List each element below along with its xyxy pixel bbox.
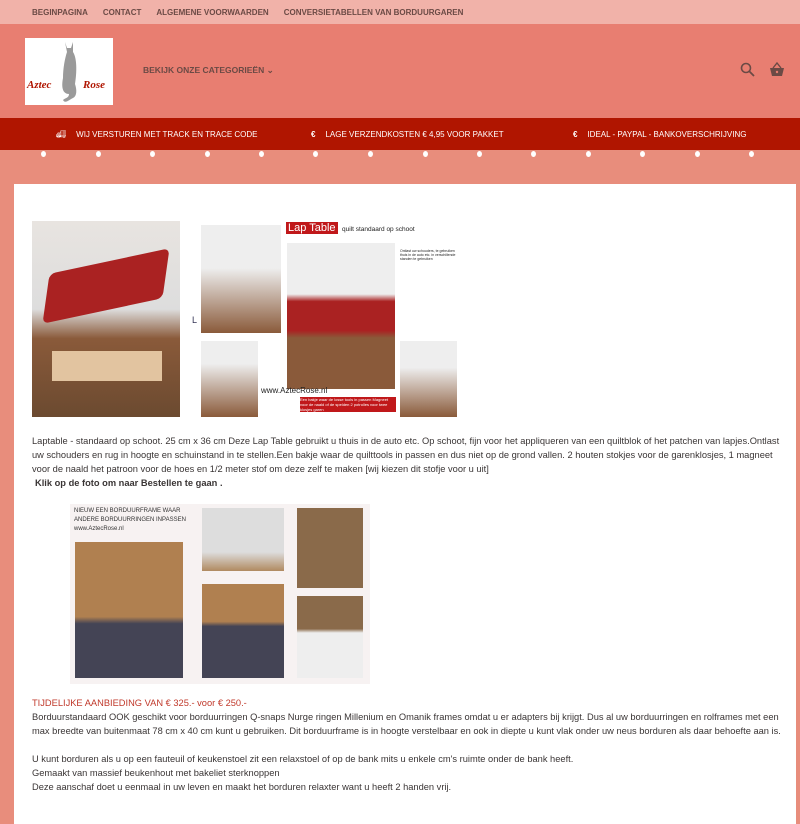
usp-costs: LAGE VERZENDKOSTEN € 4,95 VOOR PAKKET: [325, 129, 504, 139]
content-panel: [14, 184, 796, 824]
categories-menu[interactable]: [143, 65, 274, 76]
collage-subtitle: quilt standaard op schoot: [342, 226, 415, 233]
basket-icon: [769, 62, 785, 78]
search-button[interactable]: [740, 62, 758, 80]
svg-text:Aztec: Aztec: [27, 79, 52, 91]
lap-table-photo[interactable]: [32, 221, 180, 417]
usp-bar: [0, 118, 800, 150]
nav-beginpagina[interactable]: BEGINPAGINA: [32, 7, 88, 17]
offer-text: TIJDELIJKE AANBIEDING VAN € 325.- voor € 250.-: [32, 698, 247, 708]
collage-url: www.AztecRose.nl: [261, 386, 328, 395]
chevron-down-icon: ⌄: [266, 65, 274, 75]
frame-caption-1: NIEUW EEN BORDUURFRAME WAAR: [74, 508, 181, 514]
decorative-dots: [0, 150, 800, 158]
collage-title: Lap Table: [288, 222, 336, 234]
cat-logo-icon: [25, 38, 113, 105]
collage-letter: L: [192, 315, 198, 325]
order-link[interactable]: Klik op de foto om naar Bestellen te gaan .: [35, 478, 223, 488]
nav-conversietabellen[interactable]: CONVERSIETABELLEN VAN BORDUURGAREN: [283, 7, 464, 17]
embroidery-frame-collage[interactable]: [70, 504, 370, 684]
usp-payment: IDEAL - PAYPAL - BANKOVERSCHRIJVING: [587, 129, 747, 139]
nav-voorwaarden[interactable]: ALGEMENE VOORWAARDEN: [156, 7, 269, 17]
top-nav: [0, 0, 800, 24]
frame-line-4: Deze aanschaf doet u eenmaal in uw leven en maakt het borduren relaxter want u heeft 2 handen vrij.: [32, 782, 452, 792]
collage-note: Ontlast uw schouders, te gebruiken thuis in de auto etc. in verschillende standen te gebruiken: [400, 249, 456, 261]
svg-text:Rose: Rose: [83, 79, 105, 91]
euro-icon: €: [311, 129, 316, 139]
usp-shipping: WIJ VERSTUREN MET TRACK EN TRACE CODE: [76, 129, 258, 139]
frame-url: www.AztecRose.nl: [74, 526, 124, 532]
frame-description: Borduurstandaard OOK geschikt voor borduurringen Q-snaps Nurge ringen Millenium en Omanik frames omdat u er adapters bij krijgt. Dus al uw borduurringen en rolframes met een max breedte van buitenmaat 78 cm x 40 cm kunt u gebruiken. Dit borduurframe is in hoogte verstelbaar en ook in diepte u kunt vlak onder uw neus borduren als daar behoefte aan is.: [32, 712, 781, 737]
cart-button[interactable]: [769, 62, 787, 80]
lap-table-description: Laptable - standaard op schoot. 25 cm x 36 cm Deze Lap Table gebruikt u thuis in de auto etc. Op schoot, fijn voor het appliqueren van een quiltblok of het patchen van lapjes.Ontlast uw schouders en rug in hoogte en schuinstand in te stellen.Een bakje waar de quilttools in passen en dus niet op de grond vallen. 2 houten stokjes voor de garenklosjes, 1 magneet voor de naald het patroon voor de hoes en 1/2 meter stof om deze zelf te maken [wij kiezen dit stofje voor u uit]: [32, 436, 780, 475]
collage-red-note: Een bakje waar de losse tools in passen Magneet voor de naald of de spelden 2 potrolles voor twee klosjes garen: [300, 397, 396, 412]
nav-contact[interactable]: CONTACT: [102, 7, 142, 17]
categories-label: BEKIJK ONZE CATEGORIEËN: [143, 65, 265, 75]
frame-line-3: Gemaakt van massief beukenhout met bakeliet sterknoppen: [32, 768, 280, 778]
frame-caption-2: ANDERE BORDUURRINGEN INPASSEN: [74, 517, 186, 523]
search-icon: [740, 62, 756, 78]
frame-line-2: U kunt borduren als u op een fauteuil of keukenstoel zit een relaxstoel of op de bank mits u enkele cm's ruimte onder de bank heeft.: [32, 754, 574, 764]
lap-table-collage[interactable]: [192, 221, 460, 417]
header: [0, 24, 800, 118]
euro-icon: €: [573, 129, 578, 139]
logo[interactable]: [25, 38, 113, 105]
truck-icon: 🚚︎: [56, 129, 67, 139]
